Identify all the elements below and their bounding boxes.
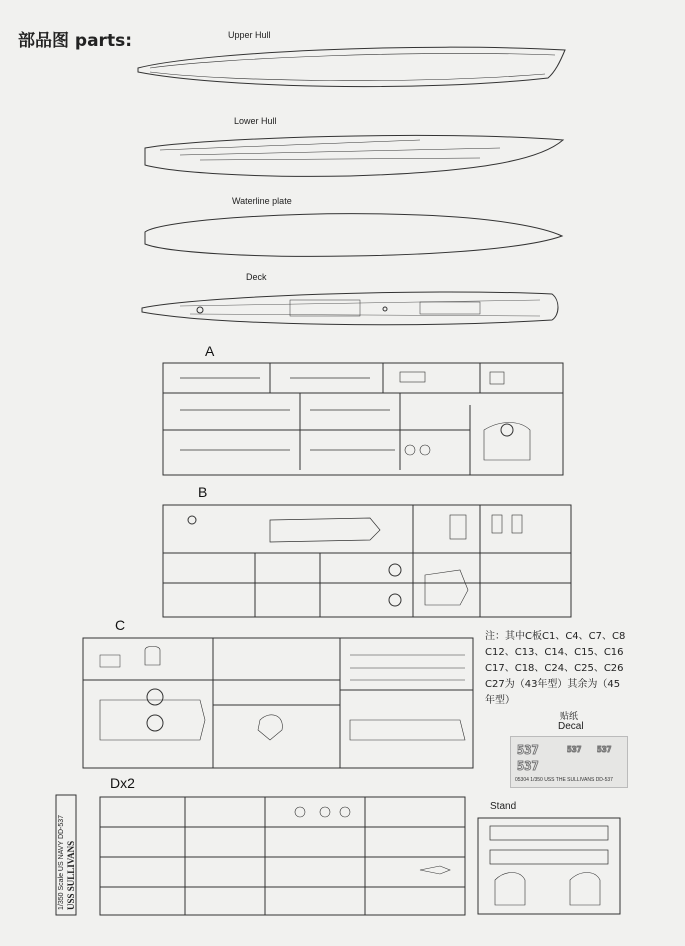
- note-line: C27为（43年型）其余为（45: [485, 679, 621, 690]
- sprue-b-label: B: [198, 484, 208, 500]
- stand-frame: [478, 818, 620, 914]
- sprue-c-label: C: [115, 617, 126, 633]
- decal-number: 537: [517, 743, 539, 757]
- note-line: 注：其中C板C1、C4、C7、C8: [485, 631, 626, 642]
- upper-hull-label: Upper Hull: [228, 30, 271, 40]
- parts-note: [485, 629, 665, 709]
- side-decal-line1: 1/350 Scale US NAVY DD-537: [58, 814, 65, 910]
- sprue-a-frame: [163, 363, 563, 475]
- deck-part: [142, 292, 558, 325]
- note-line: 年型）: [485, 695, 515, 706]
- lower-hull-label: Lower Hull: [234, 116, 277, 126]
- decal-number: 537: [597, 745, 612, 754]
- sprue-d-frame: [100, 797, 465, 915]
- sprue-b-frame: [163, 505, 571, 617]
- lower-hull-part: [145, 135, 563, 176]
- sprue-d-label: Dx2: [110, 775, 135, 791]
- waterline-plate-label: Waterline plate: [232, 196, 292, 206]
- sprue-a-label: A: [205, 343, 215, 359]
- sprue-c-frame: [83, 638, 473, 768]
- side-decal: [56, 795, 76, 915]
- stand-label: Stand: [490, 801, 517, 812]
- decal-caption: 05304 1/350 USS THE SULLIVANS DD-537: [515, 777, 613, 783]
- decal-sheet: [510, 736, 628, 788]
- note-line: C12、C13、C14、C15、C16: [485, 647, 624, 658]
- deck-label: Deck: [246, 272, 267, 282]
- decal-label-en: Decal: [558, 721, 584, 732]
- page-title: 部品图 parts:: [18, 31, 132, 51]
- decal-number: 537: [517, 759, 539, 773]
- waterline-plate-part: [145, 214, 562, 257]
- decal-label-cn: 贴纸: [560, 711, 579, 721]
- note-line: C17、C18、C24、C25、C26: [485, 663, 624, 674]
- decal-number: 537: [567, 745, 582, 754]
- side-decal-line2: USS SULLIVANS: [66, 840, 76, 910]
